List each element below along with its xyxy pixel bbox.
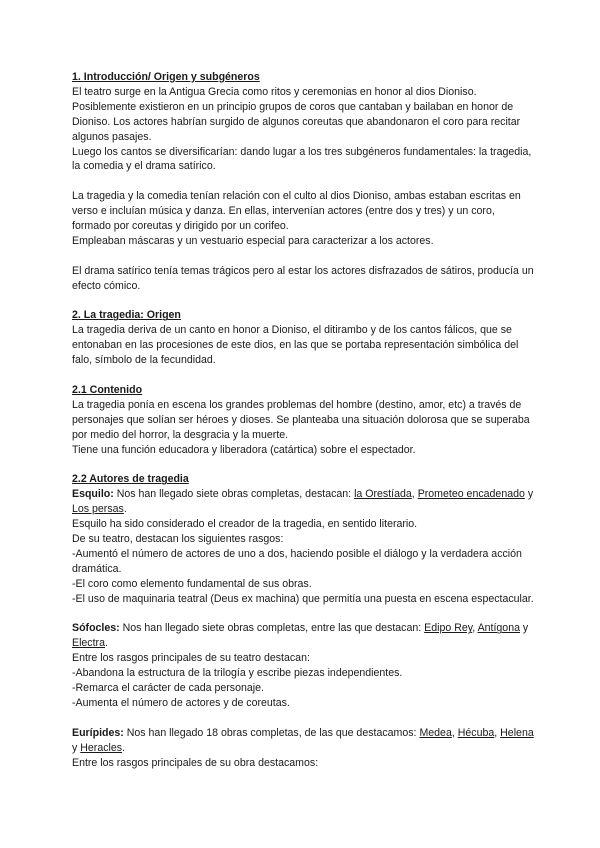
list-item: -Aumenta el número de actores y de coreutas. — [72, 696, 290, 709]
paragraph: Tiene una función educadora y liberadora (catártica) sobre el espectador. — [72, 443, 416, 456]
work-title: Antígona — [477, 622, 520, 635]
document-page — [72, 70, 534, 770]
work-title: Helena — [500, 726, 534, 739]
work-title: Hécuba — [457, 726, 495, 739]
list-item: -Aumentó el número de actores de uno a dos, haciendo posible el diálogo y la verdadera acción dramática. — [72, 547, 522, 575]
list-item: -Remarca el carácter de cada personaje. — [72, 682, 264, 695]
paragraph: Entre los rasgos principales de su teatro destacan: — [72, 652, 310, 665]
paragraph: De su teatro, destacan los siguientes rasgos: — [72, 533, 284, 546]
section-heading-contenido: 2.1 Contenido — [72, 383, 143, 396]
paragraph: La tragedia deriva de un canto en honor a Dioniso, el ditirambo y de los cantos fálicos, que se entonaban en las procesiones de este dios, en las que se portaba representación simbólica del falo, símbolo de la fecundidad. — [72, 324, 519, 367]
list-item: -El coro como elemento fundamental de sus obras. — [72, 577, 312, 590]
work-title: la Orestíada — [354, 488, 412, 501]
paragraph: Esquilo ha sido considerado el creador de la tragedia, en sentido literario. — [72, 518, 418, 531]
author-name: Sófocles: — [72, 622, 120, 635]
author-esquilo: Esquilo: Nos han llegado siete obras completas, destacan: la Orestíada, Prometeo encadenado y Los persas. — [72, 488, 534, 516]
section-heading-origen: 2. La tragedia: Origen — [72, 309, 181, 322]
paragraph: El teatro surge en la Antigua Grecia como ritos y ceremonias en honor al dios Dioniso. Posiblemente existieron en un principio grupos de coros que cantaban y bailaban en honor de Dioniso. Los actores habrían surgido de algunos coreutas que abandonaron el coro para recitar algunos pasajes. — [72, 85, 521, 143]
list-item: -Abandona la estructura de la trilogía y escribe piezas independientes. — [72, 667, 403, 680]
work-title: Prometeo encadenado — [417, 488, 525, 501]
author-sofocles: Sófocles: Nos han llegado siete obras completas, entre las que destacan: Edipo Rey, Antígona y Electra. — [72, 622, 529, 650]
section-heading-intro: 1. Introducción/ Origen y subgéneros — [72, 71, 260, 83]
paragraph: Empleaban máscaras y un vestuario especial para caracterizar a los actores. — [72, 234, 434, 247]
list-item: -El uso de maquinaria teatral (Deus ex machina) que permitía una puesta en escena espectacular. — [72, 592, 534, 605]
work-title: Los persas — [72, 503, 124, 516]
author-name: Eurípides: — [72, 726, 124, 739]
paragraph: Entre los rasgos principales de su obra destacamos: — [72, 756, 319, 769]
author-euripides: Eurípides: Nos han llegado 18 obras completas, de las que destacamos: Medea, Hécuba, Helena y Heracles. — [72, 726, 534, 754]
work-title: Electra — [72, 637, 105, 650]
paragraph: La tragedia ponía en escena los grandes problemas del hombre (destino, amor, etc) a través de personajes que solían ser héroes y dioses. Se planteaba una situación dolorosa que se superaba por medio del horror, la desgracia y la muerte. — [72, 398, 530, 441]
section-heading-autores: 2.2 Autores de tragedia — [72, 473, 189, 486]
paragraph: El drama satírico tenía temas trágicos pero al estar los actores disfrazados de sátiros, producía un efecto cómico. — [72, 264, 534, 292]
work-title: Edipo Rey — [424, 622, 473, 635]
work-title: Medea — [419, 726, 452, 739]
author-name: Esquilo: — [72, 488, 114, 501]
paragraph: La tragedia y la comedia tenían relación con el culto al dios Dioniso, ambas estaban escritas en verso e incluían música y danza. En ellas, intervenían actores (entre dos y tres) y un coro, formado por coreutas y dirigido por un corifeo. — [72, 190, 521, 233]
paragraph: Luego los cantos se diversificarían: dando lugar a los tres subgéneros fundamentales: la tragedia, la comedia y el drama satírico. — [72, 145, 532, 173]
work-title: Heracles — [80, 741, 123, 754]
